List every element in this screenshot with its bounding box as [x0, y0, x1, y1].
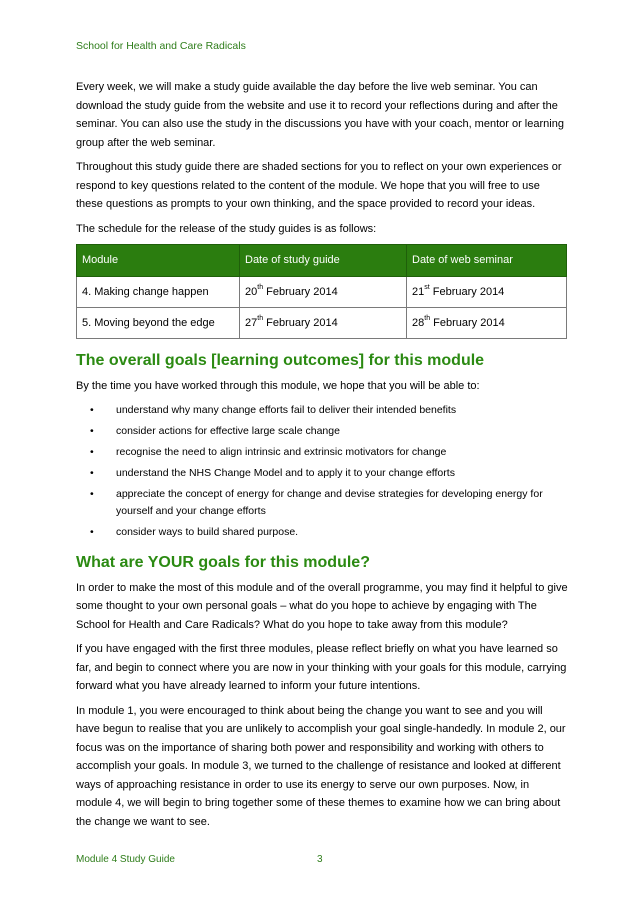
- intro-paragraph-3: The schedule for the release of the study guides is as follows:: [76, 222, 377, 235]
- list-item: • appreciate the concept of energy for change and devise strategies for developing energy for yourself and your change efforts: [90, 487, 543, 517]
- module-cell: 4. Making change happen: [77, 277, 240, 308]
- bullet-icon: •: [90, 487, 94, 500]
- guide-date-cell: 27th February 2014: [240, 308, 407, 339]
- bullet-icon: •: [90, 445, 94, 458]
- schedule-header-module: Module: [77, 245, 240, 277]
- guide-date-cell: 20th February 2014: [240, 277, 407, 308]
- module-cell: 5. Moving beyond the edge: [77, 308, 240, 339]
- seminar-date-cell: 21st February 2014: [407, 277, 567, 308]
- your-goals-paragraph-3: In module 1, you were encouraged to think about being the change you want to see and you will have begun to realise that you are unlikely to accomplish your goal single-handedly. In module 2, our focus was on the importance of sharing both power and responsibility and working with others to accomplish your goals. In module 3, we turned to the challenge of resistance and looked at different ways of approaching resistance in order to use its energy to serve our own purposes. Now, in module 4, we will begin to bring together some of these themes to examine how we can bring about the change we want to see.: [76, 704, 566, 828]
- table-row: [77, 308, 567, 339]
- schedule-header-row: [77, 245, 567, 277]
- seminar-date-cell: 28th February 2014: [407, 308, 567, 339]
- running-header: School for Health and Care Radicals: [76, 40, 246, 52]
- bullet-icon: •: [90, 466, 94, 479]
- goals-list: [76, 402, 568, 541]
- bullet-icon: •: [90, 525, 94, 538]
- intro-paragraph-2: Throughout this study guide there are shaded sections for you to reflect on your own experiences or respond to key questions related to the content of the module. We hope that you will free to use these questions as prompts to your own thinking, and the space provided to record your ideas.: [76, 161, 562, 210]
- list-item: • consider actions for effective large scale change: [76, 423, 568, 440]
- your-goals-heading: What are YOUR goals for this module?: [76, 553, 370, 571]
- list-item: • recognise the need to align intrinsic and extrinsic motivators for change: [76, 444, 568, 461]
- goals-heading: The overall goals [learning outcomes] for this module: [76, 352, 485, 369]
- schedule-header-seminar-date: Date of web seminar: [407, 245, 567, 277]
- bullet-icon: •: [90, 403, 94, 416]
- your-goals-paragraph-2: If you have engaged with the first three modules, please reflect briefly on what you have learned so far, and begin to connect where you are now in your thinking with your goals for this module, carrying forward what you have already learned to inform your future intentions.: [76, 643, 567, 692]
- intro-paragraph-1: Every week, we will make a study guide available the day before the live web seminar. You can download the study guide from the website and use it to record your reflections during and after the seminar. You can also use the study in the discussions you have with your coach, mentor or learning group after the web seminar.: [76, 81, 564, 149]
- page-number: 3: [317, 854, 323, 865]
- your-goals-paragraph-1: In order to make the most of this module and of the overall programme, you may find it helpful to give some thought to your own personal goals – what do you hope to achieve by engaging with The School for Health and Care Radicals? What do you hope to take away from this module?: [76, 581, 568, 631]
- footer-title: Module 4 Study Guide: [76, 854, 175, 865]
- schedule-header-guide-date: Date of study guide: [240, 245, 407, 277]
- goals-lead: By the time you have worked through this module, we hope that you will be able to:: [76, 380, 480, 392]
- schedule-table: [76, 244, 567, 339]
- list-item: • understand the NHS Change Model and to apply it to your change efforts: [76, 465, 568, 482]
- page-content: [76, 78, 568, 837]
- list-item: • consider ways to build shared purpose.: [76, 524, 568, 541]
- page-footer: [76, 854, 568, 865]
- bullet-icon: •: [90, 424, 94, 437]
- list-item: • understand why many change efforts fail to deliver their intended benefits: [76, 402, 568, 419]
- table-row: [77, 277, 567, 308]
